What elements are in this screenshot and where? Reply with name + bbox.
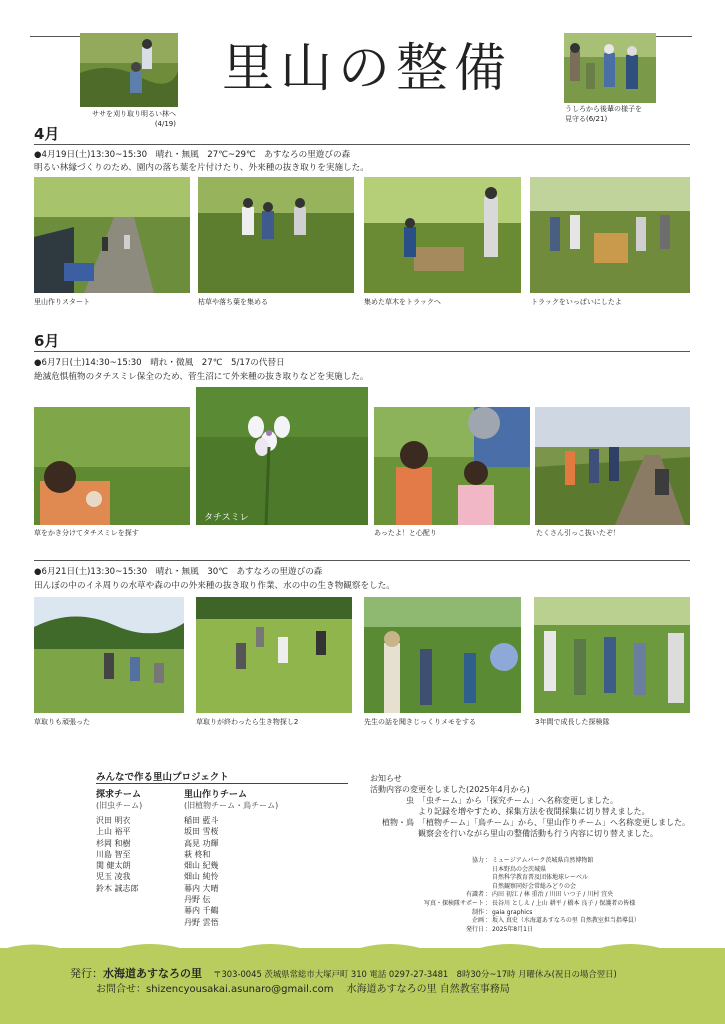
project-title: みんなで作る里山プロジェクト bbox=[96, 772, 229, 783]
section-heading-june: 6月 bbox=[34, 332, 60, 350]
member: 畑山 紀幾 bbox=[184, 861, 219, 871]
photo-caption: 草取りが終わったら生き物探し2 bbox=[196, 718, 299, 726]
credit-value: 自然科学教育普及団体地球レーベル bbox=[492, 874, 589, 882]
section-rule bbox=[34, 560, 690, 561]
contact-email[interactable]: shizencyousakai.asunaro@gmail.com bbox=[146, 984, 334, 995]
credit-label: 有識者 bbox=[465, 891, 484, 899]
member: 丹野 雲悟 bbox=[184, 917, 219, 927]
team-name: 里山作りチーム bbox=[184, 790, 248, 800]
event-photo bbox=[196, 387, 368, 525]
credit-value: gaia graphics bbox=[492, 908, 533, 916]
team-former: (旧虫チーム) bbox=[96, 801, 143, 810]
member: 高見 功輝 bbox=[184, 838, 219, 848]
credits: 協力 ： ミュージアムパーク茨城県自然博物館 日本野鳥の会茨城県 自然科学教育普及団体地球レーベル 自然観察同好会常総みどりの会 有識者 ： 内田 初江 / 林 重治 / 川田 いつ子 / 川村 宜央 写真・探検隊サポート ： 長谷川 としえ / 上山 耕平 / 橋本 良子 / 保護者の皆様 制作 ： gaia graphics 企画 ： 坂入 真史（水海道あすなろの里 自然教室担当指導員） 発行日 ： 2025年8月1日 bbox=[392, 857, 640, 934]
event-line: ●6月21日(土)13:30~15:30 晴れ・無風 30℃ あすなろの里遊びの森 bbox=[34, 567, 323, 577]
credit-label: 企画 bbox=[471, 917, 484, 925]
event-photo bbox=[34, 177, 190, 293]
section-rule bbox=[34, 351, 690, 352]
member: 沢田 明衣 bbox=[96, 816, 131, 825]
contact-office: 水海道あすなろの里 自然教室事務局 bbox=[346, 984, 510, 995]
issuer-address: 〒303-0045 茨城県常総市大塚戸町 310 電話 0297-27-3481 8時30分~17時 月曜休み(祝日の場合翌日) bbox=[213, 969, 617, 979]
event-photo bbox=[196, 597, 352, 713]
event-photo bbox=[364, 597, 521, 713]
event-photo bbox=[534, 597, 690, 713]
footer-contact-line bbox=[96, 980, 510, 995]
photo-caption: たくさん引っこ抜いたぞ！ bbox=[536, 529, 620, 537]
credit-value: 坂入 真史（水海道あすなろの里 自然教室担当指導員） bbox=[492, 917, 640, 925]
member: 坂田 雪桜 bbox=[184, 827, 219, 837]
event-photo bbox=[364, 177, 521, 293]
event-photo bbox=[34, 407, 190, 525]
member: 幕内 大晴 bbox=[184, 883, 219, 893]
header-caption-right: うしろから後輩の様子を 見守る(6/21) bbox=[565, 105, 642, 123]
notice-text: より記録を増やすため、採集方法を夜間採集に切り替えました。 bbox=[418, 807, 650, 816]
credit-value: 長谷川 としえ / 上山 耕平 / 橋本 良子 / 保護者の皆様 bbox=[492, 899, 636, 907]
credit-label bbox=[392, 866, 484, 875]
team-former: (旧植物チーム・鳥チーム) bbox=[184, 801, 279, 810]
team-name: 探求チーム bbox=[96, 790, 142, 800]
member: 児玉 凌我 bbox=[96, 872, 131, 882]
footer-issuer-line bbox=[70, 962, 617, 981]
photo-caption: 草をかき分けてタチスミレを探す bbox=[34, 529, 139, 537]
member: 鈴木 誠志郎 bbox=[96, 883, 139, 893]
member: 萩 柊和 bbox=[184, 849, 211, 859]
event-line: ●6月7日(土)14:30~15:30 晴れ・微風 27℃ 5/17の代替日 bbox=[34, 358, 285, 368]
photo-caption: 草取りも頑張った bbox=[34, 718, 90, 726]
photo-caption: 先生の話を聞きじっくりメモをする bbox=[364, 718, 476, 726]
notice-text: 「虫チーム」から「探究チーム」へ名称変更しました。 bbox=[418, 796, 618, 805]
notice-line: 活動内容の変更をしました(2025年4月から) bbox=[370, 785, 530, 794]
footer bbox=[0, 948, 725, 1024]
credit-value: 自然観察同好会常総みどりの会 bbox=[492, 882, 577, 890]
credit-label bbox=[392, 874, 484, 883]
project-rule bbox=[96, 783, 348, 784]
member: 関 健太朗 bbox=[96, 861, 131, 871]
credit-value: 2025年8月1日 bbox=[492, 925, 533, 933]
credit-label: 発行日 bbox=[465, 925, 484, 933]
event-photo bbox=[530, 177, 690, 293]
member: 上山 裕平 bbox=[96, 827, 131, 837]
issuer-label: 発行： bbox=[70, 967, 103, 980]
flower-label: タチスミレ bbox=[204, 513, 249, 523]
credit-label: 写真・探検隊サポート bbox=[423, 899, 484, 907]
credit-label: 協力 bbox=[471, 857, 484, 864]
header-photo-right bbox=[564, 33, 656, 103]
member: 稲田 藍斗 bbox=[184, 816, 219, 825]
section-heading-april: 4月 bbox=[34, 125, 60, 143]
notice-text: 「植物チーム」「鳥チーム」から、「里山作りチーム」へ名称変更しました。 bbox=[418, 818, 690, 827]
notice bbox=[370, 773, 690, 839]
credit-label: 制作 bbox=[471, 908, 484, 916]
member: 畑山 純怜 bbox=[184, 872, 219, 882]
header-photo-left bbox=[80, 33, 178, 107]
team-explore bbox=[96, 787, 142, 894]
member: 杉岡 和樹 bbox=[96, 838, 131, 848]
notice-label: 植物・鳥 bbox=[382, 818, 414, 827]
event-description: 田んぼの中のイネ周りの水草や森の中の外来種の抜き取り作業、水の中の生き物観察をした。 bbox=[34, 581, 395, 591]
page-title: 里山の整備 bbox=[222, 39, 513, 99]
notice-label: 虫 bbox=[406, 796, 414, 805]
contact-label: お問合せ： bbox=[96, 984, 146, 995]
header-caption-left: ササを刈り取り明るい林へ (4/19) bbox=[92, 110, 176, 128]
photo-caption: 3年間で成長した探検隊 bbox=[535, 718, 610, 726]
member-list bbox=[96, 815, 142, 894]
issuer-name: 水海道あすなろの里 bbox=[103, 967, 202, 980]
photo-caption: 枯草や落ち葉を集める bbox=[198, 298, 268, 306]
credit-value: 内田 初江 / 林 重治 / 川田 いつ子 / 川村 宜央 bbox=[492, 891, 614, 899]
credit-value: ミュージアムパーク茨城県自然博物館 bbox=[492, 857, 594, 864]
event-description: 明るい林縁づくりのため、園内の落ち葉を片付けたり、外来種の抜き取りを実施した。 bbox=[34, 163, 369, 173]
notice-text: 観察会を行いながら里山の整備活動も行う内容に切り替えました。 bbox=[418, 829, 658, 838]
event-photo bbox=[198, 177, 354, 293]
photo-caption: トラックをいっぱいにしたよ bbox=[531, 298, 622, 306]
photo-caption: あったよ！と心配り bbox=[374, 529, 437, 537]
event-photo bbox=[535, 407, 690, 525]
photo-caption: 集めた草木をトラックへ bbox=[364, 298, 441, 306]
team-satoyama bbox=[184, 787, 278, 928]
photo-caption: 里山作りスタート bbox=[34, 298, 90, 306]
credit-value: 日本野鳥の会茨城県 bbox=[492, 865, 547, 873]
member-list bbox=[184, 815, 278, 928]
event-photo bbox=[34, 597, 184, 713]
event-description: 絶滅危惧植物のタチスミレ保全のため、菅生沼にて外来種の抜き取りなどを実施した。 bbox=[34, 372, 369, 382]
notice-title: お知らせ bbox=[370, 774, 402, 783]
event-photo bbox=[374, 407, 530, 525]
event-line: ●4月19日(土)13:30~15:30 晴れ・無風 27℃~29℃ あすなろの里遊びの森 bbox=[34, 150, 351, 160]
member: 川島 智至 bbox=[96, 849, 131, 859]
member: 丹野 伝 bbox=[184, 895, 211, 905]
member: 幕内 千鶴 bbox=[184, 906, 219, 916]
section-rule bbox=[34, 144, 690, 145]
